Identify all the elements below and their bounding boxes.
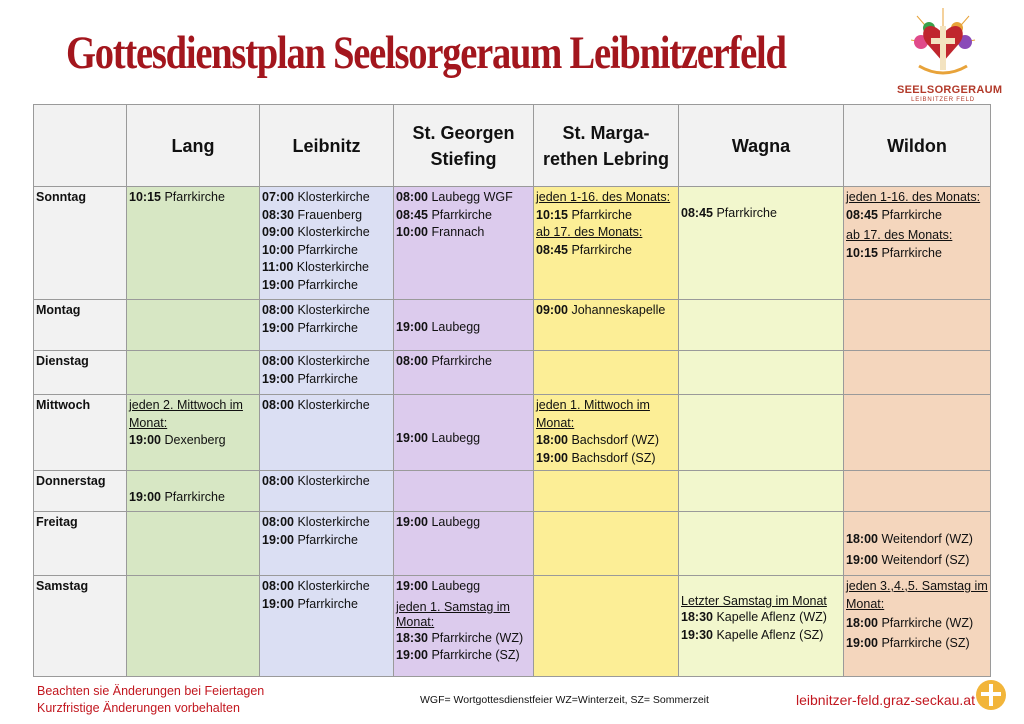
list-item: 19:00 Pfarrkirche: [129, 490, 225, 504]
list-item: 19:00 Pfarrkirche: [262, 277, 358, 292]
col-header-lang: Lang: [127, 105, 260, 187]
list-item: 19:30 Kapelle Aflenz (SZ): [681, 627, 824, 642]
cell-montag-wildon: [844, 300, 991, 351]
list-item: 08:00 Klosterkirche: [262, 474, 370, 488]
cell-montag-st-margarethen: [534, 300, 679, 351]
list-item: 19:00 Pfarrkirche: [262, 596, 358, 611]
schedule-note: jeden 1. Samstag im Monat:: [396, 599, 510, 629]
cell-mittwoch-st-margarethen: [534, 395, 679, 471]
list-item: 10:00 Pfarrkirche: [262, 242, 358, 257]
cell-freitag-st-margarethen: [534, 512, 679, 576]
cell-sonntag-leibnitz: [260, 187, 394, 300]
cell-montag-st-georgen: [394, 300, 534, 351]
cell-samstag-wagna: [679, 576, 844, 677]
list-item: 08:00 Klosterkirche: [262, 354, 370, 368]
list-item: 19:00 Laubegg: [396, 579, 481, 593]
list-item: 08:45 Pfarrkirche: [536, 242, 632, 257]
footer-notice-holidays: Beachten sie Änderungen bei Feiertagen: [37, 684, 265, 698]
list-item: 19:00 Pfarrkirche (SZ): [396, 648, 520, 662]
footer-notice: [37, 683, 264, 717]
cell-freitag-lang: [127, 512, 260, 576]
cell-dienstag-st-georgen: [394, 351, 534, 395]
day-sonntag: Sonntag: [34, 187, 127, 300]
list-item: 08:00 Laubegg WGF: [396, 190, 513, 204]
row-freitag: [34, 512, 991, 576]
day-samstag: Samstag: [34, 576, 127, 677]
day-donnerstag: Donnerstag: [34, 471, 127, 512]
schedule-note: jeden 1. Mittwoch im Monat:: [536, 398, 650, 430]
list-item: 08:00 Klosterkirche: [262, 303, 370, 317]
day-freitag: Freitag: [34, 512, 127, 576]
schedule-note: jeden 1-16. des Monats:: [536, 190, 671, 204]
cell-dienstag-st-margarethen: [534, 351, 679, 395]
list-item: 08:00 Klosterkirche: [262, 579, 370, 593]
cell-dienstag-wildon: [844, 351, 991, 395]
list-item: 08:00 Klosterkirche: [262, 398, 370, 412]
list-item: 08:30 Frauenberg: [262, 207, 363, 222]
cell-freitag-wagna: [679, 512, 844, 576]
cell-montag-leibnitz: [260, 300, 394, 351]
list-item: 08:45 Pfarrkirche: [681, 206, 777, 220]
day-mittwoch: Mittwoch: [34, 395, 127, 471]
cell-dienstag-lang: [127, 351, 260, 395]
list-item: 19:00 Laubegg: [396, 515, 481, 529]
schedule-note: jeden 2. Mittwoch im Monat:: [129, 398, 243, 430]
list-item: 18:00 Bachsdorf (WZ): [536, 433, 659, 447]
list-item: 19:00 Pfarrkirche: [262, 532, 358, 547]
cell-sonntag-wagna: [679, 187, 844, 300]
list-item: 08:45 Pfarrkirche: [396, 207, 492, 222]
cell-donnerstag-st-margarethen: [534, 471, 679, 512]
cell-samstag-wildon: [844, 576, 991, 677]
row-dienstag: [34, 351, 991, 395]
cell-donnerstag-lang: [127, 471, 260, 512]
list-item: 07:00 Klosterkirche: [262, 190, 370, 204]
cell-samstag-leibnitz: [260, 576, 394, 677]
list-item: 10:15 Pfarrkirche: [536, 207, 632, 222]
cell-freitag-leibnitz: [260, 512, 394, 576]
cell-sonntag-wildon: [844, 187, 991, 300]
list-item: 19:00 Pfarrkirche: [262, 371, 358, 386]
footer-notice-changes: Kurzfristige Änderungen vorbehalten: [37, 701, 240, 715]
col-header-leibnitz: Leibnitz: [260, 105, 394, 187]
list-item: 19:00 Pfarrkirche: [262, 320, 358, 335]
row-samstag: [34, 576, 991, 677]
col-header-st-margarethen: St. Marga-rethen Lebring: [534, 105, 679, 187]
list-item: 19:00 Laubegg: [396, 320, 481, 334]
day-dienstag: Dienstag: [34, 351, 127, 395]
header-corner: [34, 105, 127, 187]
schedule-note: Letzter Samstag im Monat: [681, 594, 827, 608]
header-row: [34, 105, 991, 187]
cell-donnerstag-wagna: [679, 471, 844, 512]
day-montag: Montag: [34, 300, 127, 351]
list-item: 18:00 Pfarrkirche (WZ): [846, 616, 974, 630]
cell-mittwoch-lang: [127, 395, 260, 471]
cell-samstag-lang: [127, 576, 260, 677]
cell-donnerstag-wildon: [844, 471, 991, 512]
cell-dienstag-leibnitz: [260, 351, 394, 395]
seelsorgeraum-logo: [897, 6, 1003, 103]
cell-montag-lang: [127, 300, 260, 351]
list-item: 08:45 Pfarrkirche: [846, 207, 942, 222]
cell-freitag-st-georgen: [394, 512, 534, 576]
list-item: 18:30 Kapelle Aflenz (WZ): [681, 610, 827, 624]
list-item: 09:00 Klosterkirche: [262, 225, 370, 239]
schedule-note: ab 17. des Monats:: [846, 228, 953, 242]
schedule-table: [33, 104, 991, 677]
list-item: 19:00 Bachsdorf (SZ): [536, 450, 656, 465]
cell-samstag-st-margarethen: [534, 576, 679, 677]
cell-donnerstag-st-georgen: [394, 471, 534, 512]
cell-mittwoch-leibnitz: [260, 395, 394, 471]
list-item: 19:00 Dexenberg: [129, 433, 226, 447]
schedule-note: jeden 1-16. des Monats:: [846, 190, 981, 204]
row-montag: [34, 300, 991, 351]
cell-mittwoch-wildon: [844, 395, 991, 471]
row-donnerstag: [34, 471, 991, 512]
col-header-wagna: Wagna: [679, 105, 844, 187]
cell-mittwoch-wagna: [679, 395, 844, 471]
list-item: 11:00 Klosterkirche: [262, 260, 370, 274]
list-item: 19:00 Laubegg: [396, 431, 481, 445]
cell-donnerstag-leibnitz: [260, 471, 394, 512]
list-item: 10:15 Pfarrkirche: [846, 245, 942, 260]
list-item: 19:00 Weitendorf (SZ): [846, 552, 970, 567]
page-title: Gottesdienstplan Seelsorgeraum Leibnitzerfeld: [66, 27, 786, 79]
seelsorgeraum-logo-icon: [909, 6, 977, 84]
list-item: 10:15 Pfarrkirche: [129, 190, 225, 204]
cell-sonntag-lang: [127, 187, 260, 300]
logo-text: SEELSORGERAUM: [897, 84, 1003, 96]
list-item: 18:00 Weitendorf (WZ): [846, 532, 973, 546]
row-sonntag: [34, 187, 991, 300]
cross-circle-icon: [976, 680, 1006, 710]
list-item: 09:00 Johanneskapelle: [536, 303, 666, 317]
cell-freitag-wildon: [844, 512, 991, 576]
list-item: 10:00 Frannach: [396, 225, 485, 239]
schedule-note: jeden 3.,4.,5. Samstag im Monat:: [846, 579, 988, 611]
cell-dienstag-wagna: [679, 351, 844, 395]
cell-montag-wagna: [679, 300, 844, 351]
col-header-st-georgen: St. Georgen Stiefing: [394, 105, 534, 187]
list-item: 08:00 Pfarrkirche: [396, 354, 492, 368]
cell-samstag-st-georgen: [394, 576, 534, 677]
cell-mittwoch-st-georgen: [394, 395, 534, 471]
row-mittwoch: [34, 395, 991, 471]
logo-subtext: LEIBNITZER FELD: [911, 97, 975, 103]
cell-sonntag-st-georgen: [394, 187, 534, 300]
list-item: 19:00 Pfarrkirche (SZ): [846, 635, 970, 650]
cell-sonntag-st-margarethen: [534, 187, 679, 300]
list-item: 08:00 Klosterkirche: [262, 515, 370, 529]
list-item: 18:30 Pfarrkirche (WZ): [396, 630, 524, 645]
footer-legend: WGF= Wortgottesdienstfeier WZ=Winterzeit, SZ= Sommerzeit: [420, 694, 709, 706]
schedule-note: ab 17. des Monats:: [536, 225, 643, 239]
footer-url[interactable]: leibnitzer-feld.graz-seckau.at: [796, 692, 975, 708]
col-header-wildon: Wildon: [844, 105, 991, 187]
